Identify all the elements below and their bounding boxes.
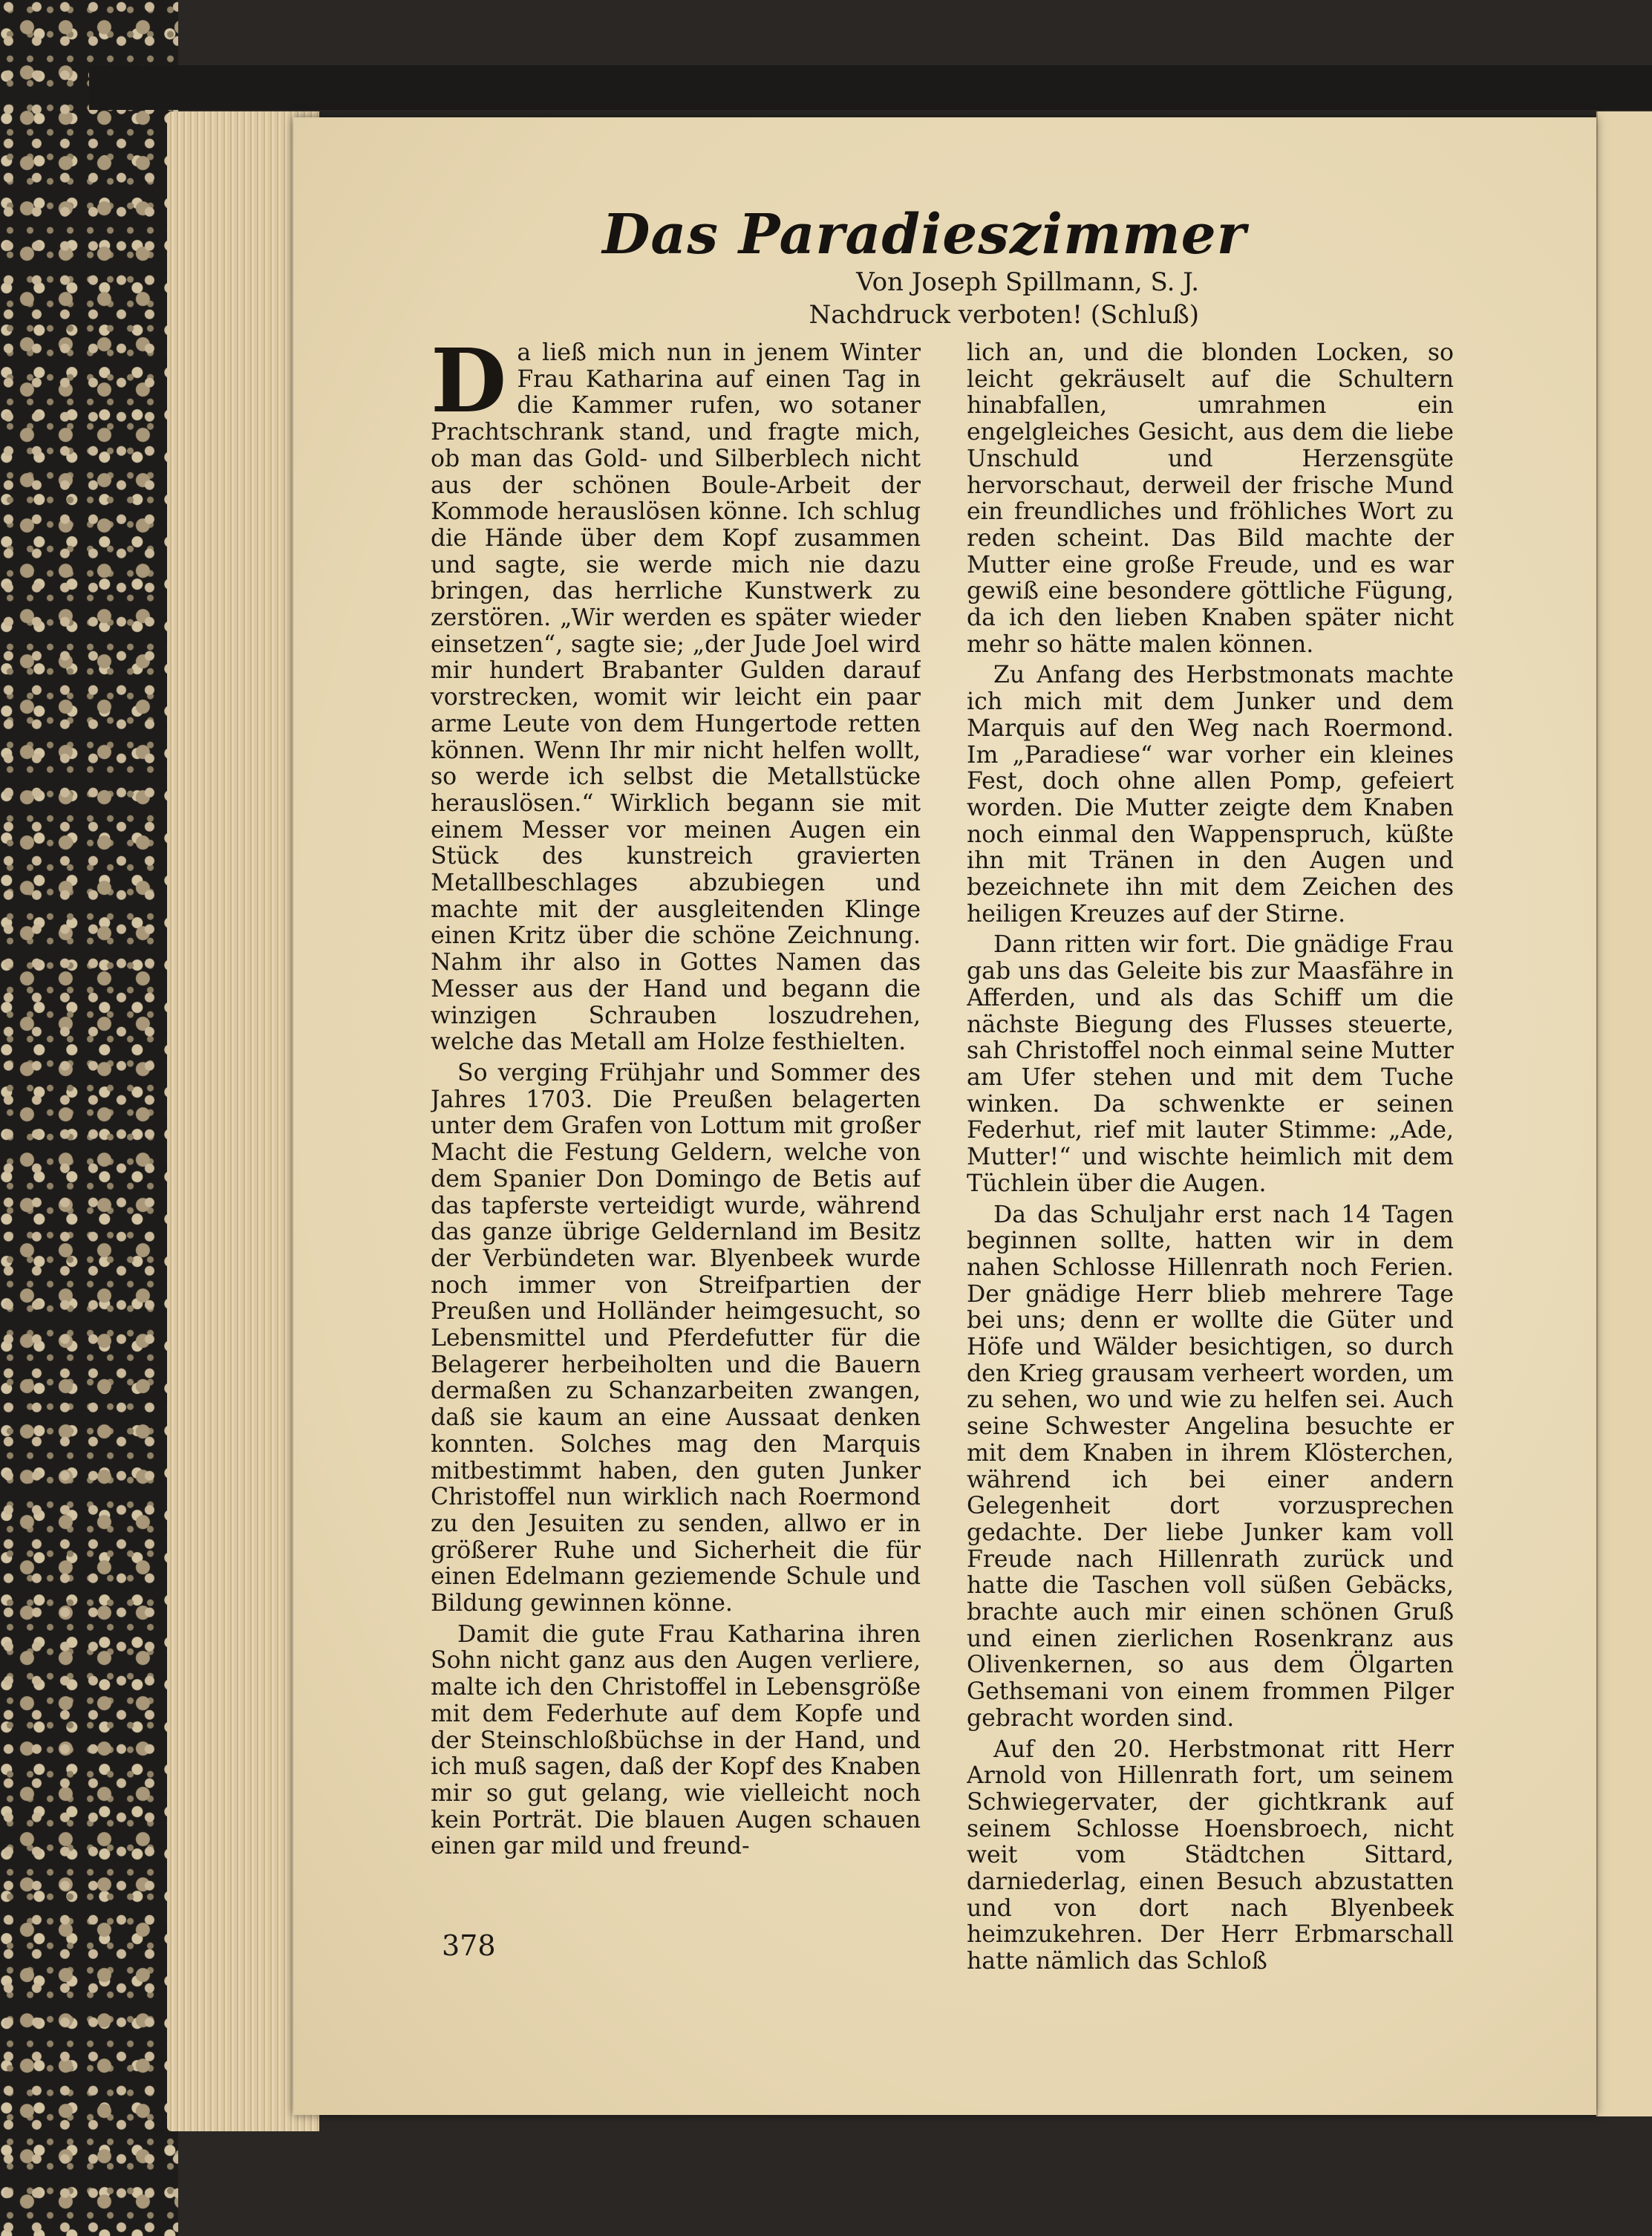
paragraph: Zu Anfang des Herbstmonats machte ich mich mit dem Junker und dem Marquis auf den Weg nach Roermond. Im „Paradiese“ war vorher ein kleines Fest, doch ohne allen Pomp, gefeiert worden. Die Mutter zeigte dem Knaben noch einmal den Wappenspruch, küßte ihn mit Tränen in den Augen und bezeichnete ihn mit dem Zeichen des heiligen Kreuzes auf der Stirne. (967, 662, 1454, 928)
byline (650, 266, 1199, 331)
book-spine-edge (89, 65, 1652, 110)
text-column-right (967, 340, 1454, 2033)
text-column-left (431, 340, 921, 2033)
byline-author: Von Joseph Spillmann, S. J. (856, 267, 1199, 297)
page-number: 378 (442, 1929, 496, 1962)
paragraph (431, 340, 921, 1056)
paragraph: Da das Schuljahr erst nach 14 Tagen beginnen sollte, hatten wir in dem nahen Schlosse Hillenrath noch Ferien. Der gnädige Herr blieb mehrere Tage bei uns; denn er wollte die Güter und Höfe und Wälder besichtigen, so durch den Krieg grausam verheert worden, um zu sehen, wo und wie zu helfen sei. Auch seine Schwester Angelina besuchte er mit dem Knaben in ihrem Klösterchen, während ich bei einer andern Gelegenheit dort vorzusprechen gedachte. Der liebe Junker kam voll Freude nach Hillenrath zurück und hatte die Taschen voll süßen Gebäcks, brachte auch mir einen schönen Gruß und einen zierlichen Rosenkranz aus Olivenkernen, so aus dem Ölgarten Gethsemani von einem frommen Pilger gebracht worden sind. (967, 1201, 1454, 1732)
paragraph-text: a ließ mich nun in jenem Winter Frau Katharina auf einen Tag in die Kammer rufen, wo sotaner Prachtschrank stand, und fragte mich, ob man das Gold- und Silberblech nicht aus der schönen Boule-Arbeit der Kommode herauslösen könne. Ich schlug die Hände über dem Kopf zusammen und sagte, sie werde mich nie dazu bringen, das herrliche Kunstwerk zu zerstören. „Wir werden es später wieder einsetzen“, sagte sie; „der Jude Joel wird mir hundert Brabanter Gulden darauf vorstrecken, womit wir leicht ein paar arme Leute von dem Hungertode retten können. Wenn Ihr mir nicht helfen wollt, so werde ich selbst die Metallstücke herauslösen.“ Wirklich begann sie mit einem Messer vor meinen Augen ein Stück des kunstreich gravierten Metallbeschlages abzubiegen und machte mit der ausgleitenden Klinge einen Kritz über die schöne Zeichnung. Nahm ihr also in Gottes Namen das Messer aus der Hand und begann die winzigen Schrauben loszudrehen, welche das Metall am Holze festhielten. (431, 340, 921, 1056)
paragraph: So verging Frühjahr und Sommer des Jahres 1703. Die Preußen belagerten unter dem Grafen von Lottum mit großer Macht die Festung Geldern, welche von dem Spanier Don Domingo de Betis auf das tapferste verteidigt wurde, während das ganze übrige Geldernland im Besitz der Verbündeten war. Blyenbeek wurde noch immer von Streifpartien der Preußen und Holländer heimgesucht, so Lebensmittel und Pferdefutter für die Belagerer herbeiholten und die Bauern dermaßen zu Schanzarbeiten zwangen, daß sie kaum an eine Aussaat denken konnten. Solches mag den Marquis mitbestimmt haben, den guten Junker Christoffel nun wirklich nach Roermond zu den Jesuiten zu senden, allwo er in größerer Ruhe und Sicherheit die für einen Edelmann geziemende Schule und Bildung gewinnen könne. (431, 1059, 921, 1617)
paragraph: Auf den 20. Herbstmonat ritt Herr Arnold von Hillenrath fort, um seinem Schwiegervater, der gichtkrank auf seinem Schlosse Hoensbroech, nicht weit vom Städtchen Sittard, darniederlag, einen Besuch abzustatten und von dort nach Blyenbeek heimzukehren. Der Herr Erbmarschall hatte nämlich das Schloß (967, 1735, 1454, 1975)
facing-page-edge (1596, 111, 1652, 2116)
drop-cap: D (431, 340, 507, 432)
article-title: Das Paradieszimmer (602, 203, 1247, 267)
book-page (293, 117, 1596, 2115)
byline-note: Nachdruck verboten! (Schluß) (809, 300, 1199, 330)
marbled-book-cover (0, 0, 178, 2236)
paragraph: lich an, und die blonden Locken, so leicht gekräuselt auf die Schultern hinabfallen, umrahmen ein engelgleiches Gesicht, aus dem die liebe Unschuld und Herzensgüte hervorschaut, derweil der frische Mund ein freundliches und fröhliches Wort zu reden scheint. Das Bild machte der Mutter eine große Freude, und es war gewiß eine besondere göttliche Fügung, da ich den lieben Knaben später nicht mehr so hätte malen können. (967, 340, 1454, 658)
paragraph: Damit die gute Frau Katharina ihren Sohn nicht ganz aus den Augen verliere, malte ich den Christoffel in Lebensgröße mit dem Federhute auf dem Kopfe und der Steinschloßbüchse in der Hand, und ich muß sagen, daß der Kopf des Knaben mir so gut gelang, wie vielleicht noch kein Porträt. Die blauen Augen schauen einen gar mild und freund- (431, 1620, 921, 1860)
paragraph: Dann ritten wir fort. Die gnädige Frau gab uns das Geleite bis zur Maasfähre in Afferden, und als das Schiff um die nächste Biegung des Flusses steuerte, sah Christoffel noch einmal seine Mutter am Ufer stehen und mit dem Tuche winken. Da schwenkte er seinen Federhut, rief mit lauter Stimme: „Ade, Mutter!“ und wischte heimlich mit dem Tüchlein über die Augen. (967, 931, 1454, 1197)
